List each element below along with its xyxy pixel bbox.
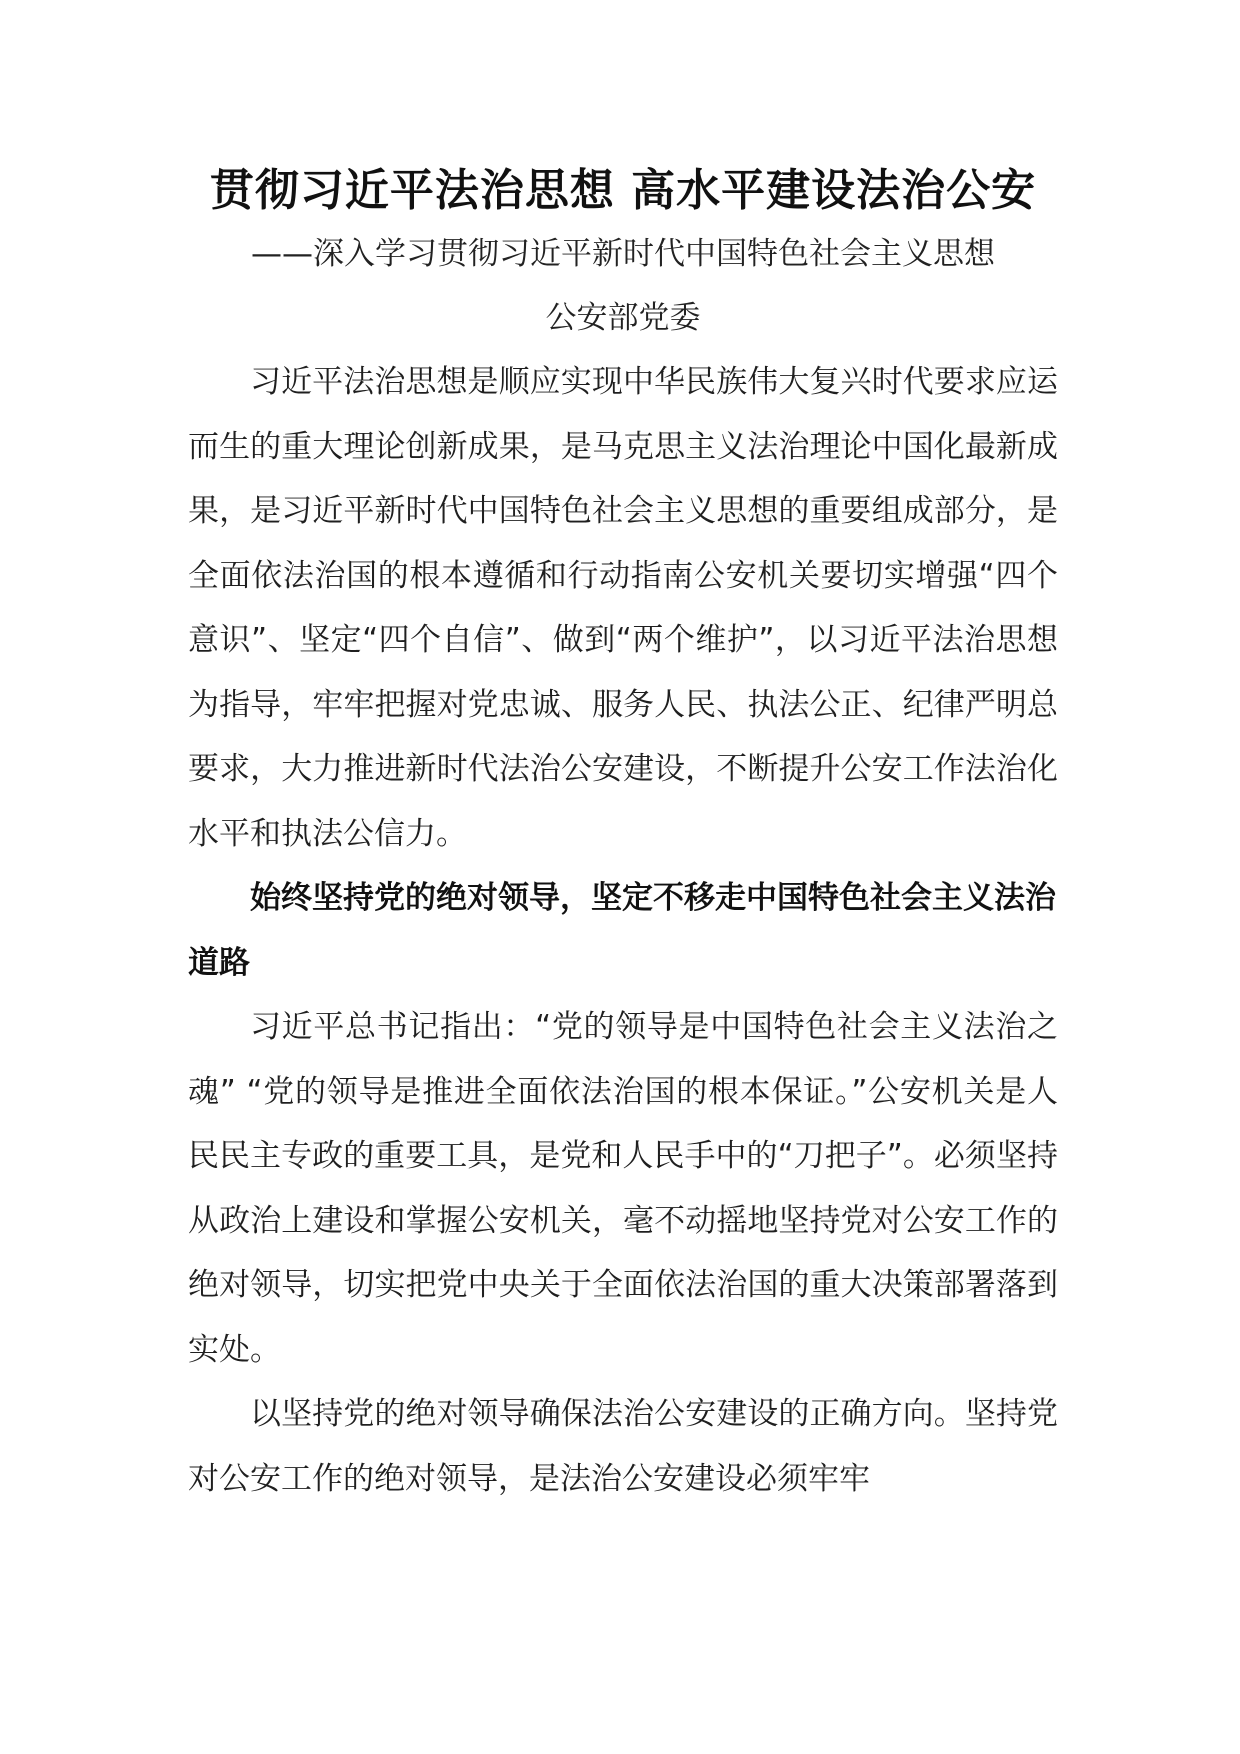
document-title: 贯彻习近平法治思想 高水平建设法治公安	[209, 165, 1037, 216]
body-paragraph: 习近平法治思想是顺应实现中华民族伟大复兴时代要求应运而生的重大理论创新成果，是马克思主义法治理论中国化最新成果，是习近平新时代中国特色社会主义思想的重要组成部分，是全面依法治国的根本遵循和行动指南公安机关要切实增强“四个意识”、坚定“四个自信”、做到“两个维护”，以习近平法治思想为指导，牢牢把握对党忠诚、服务人民、执法公正、纪律严明总要求，大力推进新时代法治公安建设，不断提升公安工作法治化水平和执法公信力。	[188, 364, 1058, 852]
document-author: 公安部党委	[545, 300, 701, 336]
document-page	[188, 160, 1058, 1511]
body-paragraph: 习近平总书记指出：“党的领导是中国特色社会主义法治之魂” “党的领导是推进全面依法治国的根本保证。”公安机关是人民民主专政的重要工具，是党和人民手中的“刀把子”。必须坚持从政治上建设和掌握公安机关，毫不动摇地坚持党对公安工作的绝对领导，切实把党中央关于全面依法治国的重大决策部署落到实处。	[188, 1009, 1058, 1368]
section-heading: 始终坚持党的绝对领导，坚定不移走中国特色社会主义法治道路	[188, 880, 1056, 981]
body-paragraph: 以坚持党的绝对领导确保法治公安建设的正确方向。坚持党对公安工作的绝对领导，是法治公安建设必须牢牢	[188, 1396, 1058, 1497]
document-subtitle: ——深入学习贯彻习近平新时代中国特色社会主义思想	[251, 236, 995, 272]
